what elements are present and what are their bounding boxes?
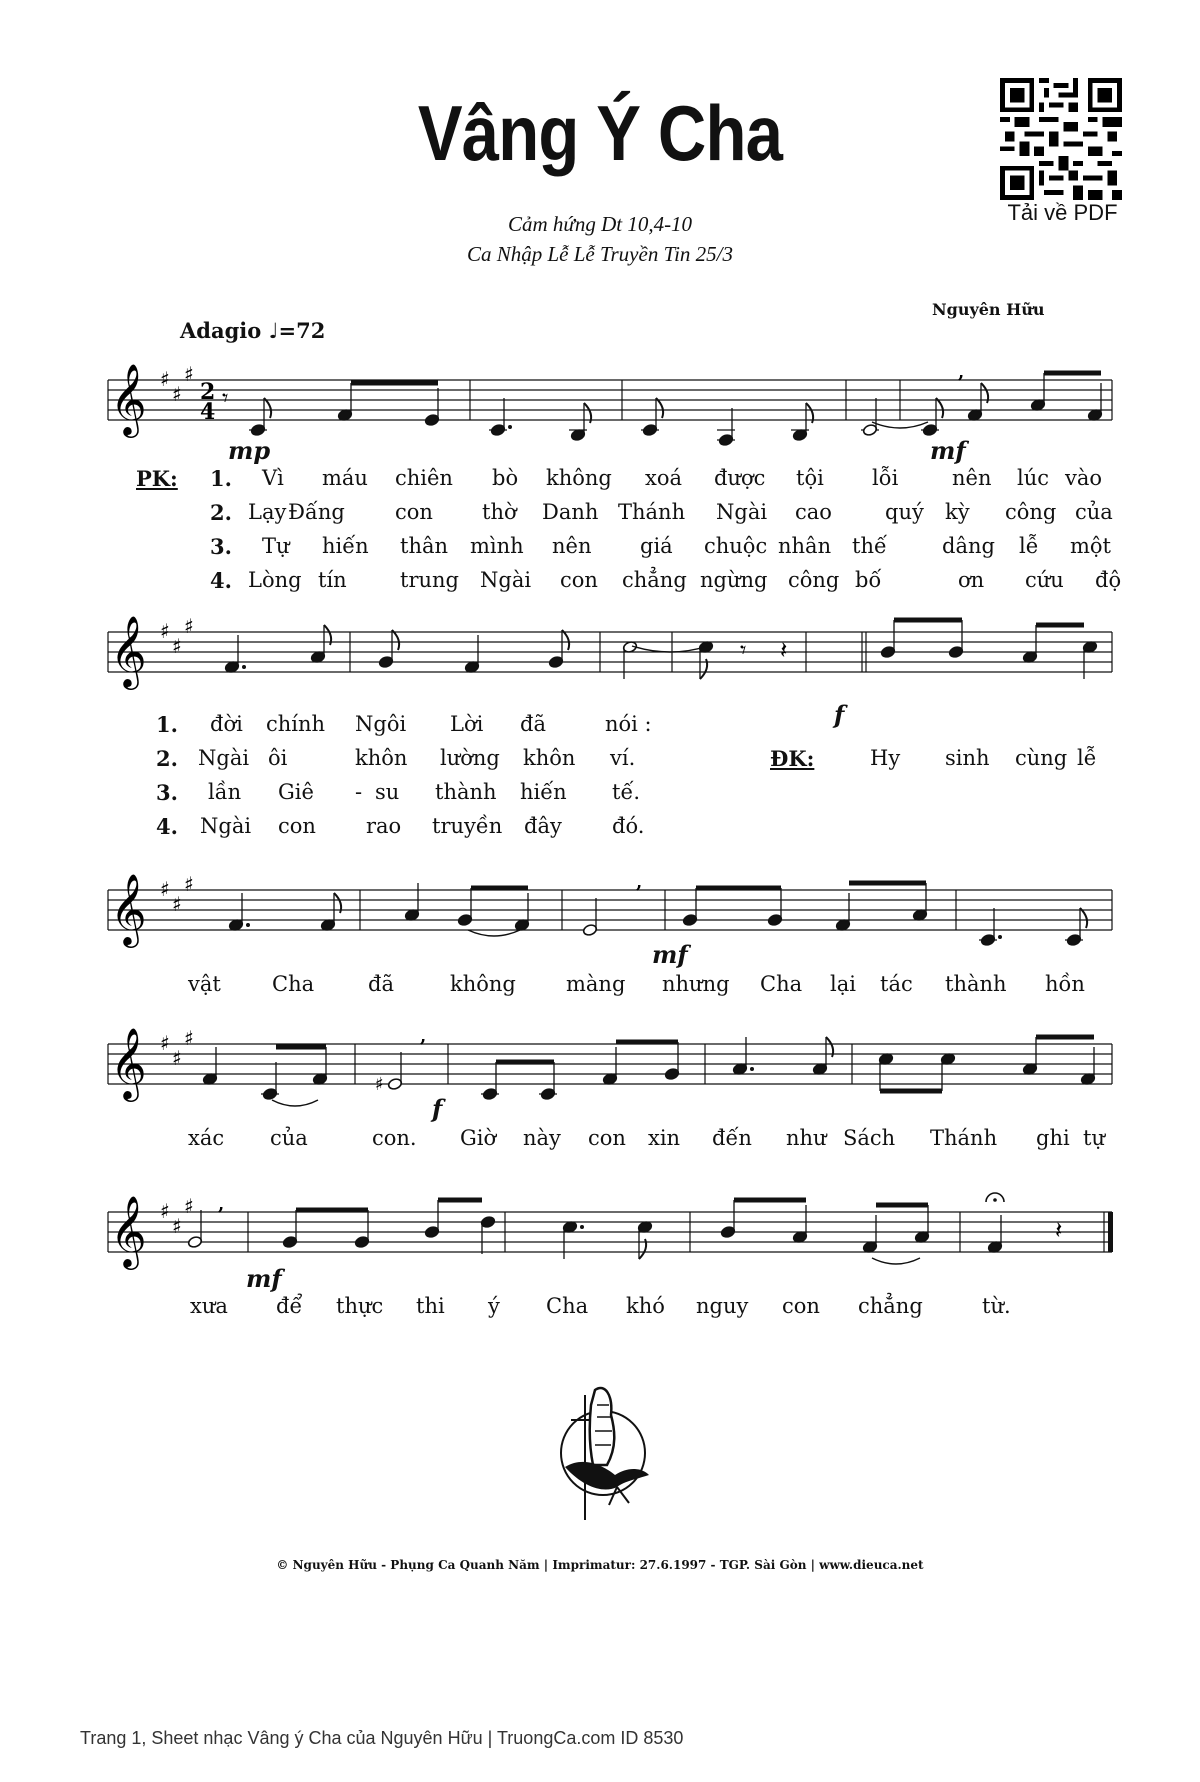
eighth-rest-icon: 𝄾 [740, 636, 747, 664]
verse-lyric-word: thờ [482, 500, 517, 524]
refrain-lyric-word: chẳng [858, 1294, 923, 1318]
verse-lyric-word: tín [318, 568, 347, 592]
verse-lyric-word: nói : [605, 712, 652, 736]
verse-lyric-word: chuộc [704, 534, 768, 558]
refrain-lyric-word: hồn [1045, 972, 1085, 996]
verse-lyric-word: - [355, 780, 363, 804]
sharp-icon: ♯ [160, 619, 170, 643]
verse-lyric-word: Danh [542, 500, 599, 524]
dynamic-f: f [834, 700, 845, 729]
sharp-icon: ♯ [172, 634, 182, 658]
refrain-lyric-word: Cha [760, 972, 803, 996]
tempo-value: =72 [278, 318, 326, 343]
verse-lyric-word: con [560, 568, 598, 592]
staff-system-1 [0, 360, 1200, 460]
verse-number: 3. [156, 780, 178, 805]
note-dot [998, 935, 1002, 939]
verse-lyric-word: nên [952, 466, 992, 490]
sharp-icon: ♯ [184, 614, 194, 638]
refrain-lyric-word: ghi [1036, 1126, 1070, 1150]
refrain-lyric-word: ý [488, 1294, 500, 1318]
refrain-lyric-word: con [588, 1126, 626, 1150]
quarter-rest-icon: 𝄽 [780, 636, 788, 664]
quarter-note-icon: ♩ [268, 318, 279, 343]
refrain-lyric-word: nhưng [662, 972, 730, 996]
sharp-icon: ♯ [160, 877, 170, 901]
note-flag [562, 630, 569, 650]
refrain-lyric-word: con [782, 1294, 820, 1318]
verse-lyric-word: không [546, 466, 612, 490]
verse-lyric-word: nhân [778, 534, 832, 558]
note-dot [246, 923, 250, 927]
staff-system-3 [0, 870, 1200, 970]
verse-number: 1. [156, 712, 178, 737]
verse-lyric-word: Lạy [248, 500, 287, 524]
verse-lyric-word: bố [855, 568, 882, 592]
treble-clef-icon: 𝄞 [110, 614, 147, 687]
dynamic-mf: mf [652, 940, 688, 969]
breath-mark-icon: , [958, 362, 965, 383]
refrain-lyric-word: màng [566, 972, 626, 996]
sharp-icon: ♯ [160, 1199, 170, 1223]
staff-system-5 [0, 1192, 1200, 1292]
refrain-lyric-word: con. [372, 1126, 417, 1150]
final-barline [1108, 1212, 1113, 1252]
verse-lyric-word: được [714, 466, 766, 490]
verse-lyric-word: lỗi [872, 466, 899, 490]
treble-clef-icon: 𝄞 [110, 872, 147, 945]
refrain-lyric-word: tác [880, 972, 913, 996]
verse-lyric-word: công [788, 568, 840, 592]
verse-lyric-word: một [1070, 534, 1111, 558]
breath-mark-icon: , [420, 1026, 427, 1047]
verse-lyric-word: máu [322, 466, 368, 490]
tie-slur [468, 930, 520, 936]
eighth-rest-icon: 𝄾 [222, 384, 229, 412]
page-caption[interactable]: Trang 1, Sheet nhạc Vâng ý Cha của Nguyên Hữu | TruongCa.com ID 8530 [80, 1728, 684, 1748]
verse-lyric-word: độ [1095, 568, 1122, 592]
verse-lyric-word: ngừng [700, 568, 768, 592]
tie-slur [632, 646, 708, 652]
verse-lyric-word: quý [885, 500, 924, 524]
note-dot [508, 425, 512, 429]
note-dot [242, 665, 246, 669]
verse-lyric-word: trung [400, 568, 459, 592]
refrain-lyric-word: xưa [190, 1294, 228, 1318]
sharp-icon: ♯ [172, 1214, 182, 1238]
verse-lyric-word: chẳng [622, 568, 687, 592]
download-pdf-link[interactable]: Tải về PDF [1007, 200, 1118, 225]
refrain-lyric-word: để [276, 1294, 303, 1318]
refrain-lyric-word: như [786, 1126, 827, 1150]
pk-label: PK: [136, 466, 178, 491]
verse-lyric-word: công [1005, 500, 1057, 524]
sharp-icon: ♯ [184, 872, 194, 896]
dynamic-f: f [432, 1094, 443, 1123]
verse-lyric-word: đó. [612, 814, 645, 838]
verse-lyric-word: Đấng [288, 500, 345, 524]
verse-lyric-word: lễ [1019, 534, 1039, 558]
verse-lyric-word: hiến [322, 534, 369, 558]
verse-lyric-word: hiến [520, 780, 567, 804]
verse-lyric-word: của [1075, 500, 1113, 524]
time-signature: 2 [200, 379, 216, 405]
staff-system-4 [0, 1024, 1200, 1124]
verse-lyric-word: ơn [958, 568, 985, 592]
tie-slur [872, 1258, 920, 1264]
verse-lyric-word: Lòng [248, 568, 302, 592]
verse-lyric-word: truyền [432, 814, 503, 838]
verse-number: 1. [210, 466, 232, 491]
verse-lyric-word: nên [552, 534, 592, 558]
verse-lyric-word: giá [640, 534, 673, 558]
refrain-lyric-word: Sách [843, 1126, 896, 1150]
verse-lyric-word: con [395, 500, 433, 524]
refrain-lyric-word: tự [1083, 1126, 1105, 1150]
refrain-lyric-word: xác [188, 1126, 225, 1150]
verse-lyric-word: Giê [278, 780, 314, 804]
verse-lyric-word: đời [210, 712, 243, 736]
verse-lyric-word: Vì [262, 466, 284, 490]
verse-lyric-word: bò [492, 466, 519, 490]
verse-lyric-word: lúc [1017, 466, 1050, 490]
footer-copyright: © Nguyên Hữu - Phụng Ca Quanh Năm | Imprimatur: 27.6.1997 - TGP. Sài Gòn | www.dieuca.net [276, 1558, 924, 1572]
note-dot [580, 1225, 584, 1229]
dynamic-mf: mf [930, 436, 966, 465]
refrain-lyric-word: đã [368, 972, 394, 996]
sharp-icon: ♯ [375, 1074, 384, 1095]
sharp-icon: ♯ [172, 892, 182, 916]
note-dot [750, 1067, 754, 1071]
verse-lyric-word: xoá [645, 466, 683, 490]
verse-lyric-word: lường [440, 746, 500, 770]
verse-lyric-word: chính [266, 712, 326, 736]
verse-lyric-word: Ngài [200, 814, 252, 838]
verse-number: 2. [210, 500, 232, 525]
verse-lyric-word: rao [366, 814, 402, 838]
verse-lyric-word: lần [208, 780, 242, 804]
verse-lyric-word: vào [1065, 466, 1103, 490]
verse-number: 4. [156, 814, 178, 839]
refrain-lyric-word: này [523, 1126, 561, 1150]
verse-lyric-word: Ngài [198, 746, 250, 770]
tie-slur [272, 1100, 318, 1106]
note-flag [264, 398, 271, 418]
dynamic-mf: mf [246, 1264, 282, 1293]
staff-system-2 [0, 612, 1200, 712]
note-flag [1080, 908, 1087, 928]
verse-number: 2. [156, 746, 178, 771]
note-flag [392, 630, 399, 650]
refrain-lyric-word: vật [188, 972, 221, 996]
verse-lyric-word: đây [524, 814, 562, 838]
verse-lyric-word: thành [435, 780, 497, 804]
treble-clef-icon: 𝄞 [110, 362, 147, 435]
verse-lyric-word: Lời [450, 712, 484, 736]
verse-lyric-word: cứu [1025, 568, 1064, 592]
verse-lyric-word: kỳ [945, 500, 970, 524]
praying-hands-dove-emblem [545, 1375, 655, 1520]
sharp-icon: ♯ [184, 362, 194, 386]
verse-lyric-word: mình [470, 534, 524, 558]
verse-lyric-word: su [375, 780, 400, 804]
song-title: Vâng Ý Cha [417, 89, 783, 177]
verse-lyric-word: Ngài [716, 500, 768, 524]
fermata-icon [993, 1198, 997, 1202]
breath-mark-icon: , [218, 1194, 225, 1215]
tempo-marking [180, 318, 325, 343]
refrain-lyric-word: nguy [696, 1294, 749, 1318]
composer-name: Nguyên Hữu [932, 300, 1045, 319]
verse-lyric-word: thế [852, 534, 887, 558]
tie-slur [872, 422, 928, 428]
verse-lyric-word: ví. [610, 746, 636, 770]
refrain-lyric-word: Thánh [930, 1126, 998, 1150]
sharp-icon: ♯ [172, 382, 182, 406]
refrain-lyric-word: Cha [546, 1294, 589, 1318]
verse-lyric-word: Ngôi [355, 712, 407, 736]
refrain-lyric-word: cùng [1015, 746, 1068, 770]
verse-lyric-word: đã [520, 712, 546, 736]
verse-lyric-word: dâng [942, 534, 995, 558]
refrain-lyric-word: sinh [945, 746, 990, 770]
verse-lyric-word: tế. [612, 780, 641, 804]
verse-number: 4. [210, 568, 232, 593]
verse-lyric-word: Ngài [480, 568, 532, 592]
refrain-lyric-word: Hy [870, 746, 901, 770]
refrain-lyric-word: lễ [1077, 746, 1097, 770]
verse-lyric-word: khôn [355, 746, 408, 770]
quarter-rest-icon: 𝄽 [1055, 1216, 1063, 1244]
verse-lyric-word: Tự [262, 534, 290, 558]
sharp-icon: ♯ [160, 367, 170, 391]
refrain-lyric-word: không [450, 972, 516, 996]
refrain-lyric-word: xin [648, 1126, 681, 1150]
song-subtitle-1: Cảm hứng Dt 10,4-10 [507, 212, 693, 236]
sharp-icon: ♯ [184, 1026, 194, 1050]
verse-lyric-word: khôn [523, 746, 576, 770]
refrain-lyric-word: thi [416, 1294, 445, 1318]
refrain-lyric-word: thành [945, 972, 1007, 996]
verse-lyric-word: Thánh [618, 500, 686, 524]
refrain-lyric-word: từ. [982, 1294, 1011, 1318]
refrain-lyric-word: của [270, 1126, 308, 1150]
note-flag [936, 398, 943, 418]
refrain-lyric-word: lại [830, 972, 856, 996]
treble-clef-icon: 𝄞 [110, 1194, 147, 1267]
refrain-lyric-word: khó [626, 1294, 665, 1318]
verse-number: 3. [210, 534, 232, 559]
note-flag [656, 398, 663, 418]
treble-clef-icon: 𝄞 [110, 1026, 147, 1099]
refrain-lyric-word: đến [712, 1126, 752, 1150]
tempo-label: Adagio [180, 318, 262, 343]
verse-lyric-word: tội [796, 466, 824, 490]
verse-lyric-word: con [278, 814, 316, 838]
qr-code-icon[interactable] [1000, 78, 1122, 200]
sharp-icon: ♯ [184, 1194, 194, 1218]
dynamic-mp: mp [228, 436, 271, 465]
refrain-lyric-word: thực [336, 1294, 384, 1318]
refrain-lyric-word: Cha [272, 972, 315, 996]
dk-label: ĐK: [770, 746, 815, 771]
breath-mark-icon: , [636, 872, 643, 893]
refrain-lyric-word: Giờ [460, 1126, 497, 1150]
verse-lyric-word: chiên [395, 466, 453, 490]
time-signature: 4 [200, 399, 216, 425]
verse-lyric-word: ôi [268, 746, 288, 770]
verse-lyric-word: cao [795, 500, 832, 524]
sharp-icon: ♯ [172, 1046, 182, 1070]
verse-lyric-word: thân [400, 534, 449, 558]
song-subtitle-2: Ca Nhập Lễ Lễ Truyền Tin 25/3 [466, 242, 734, 266]
sharp-icon: ♯ [160, 1031, 170, 1055]
